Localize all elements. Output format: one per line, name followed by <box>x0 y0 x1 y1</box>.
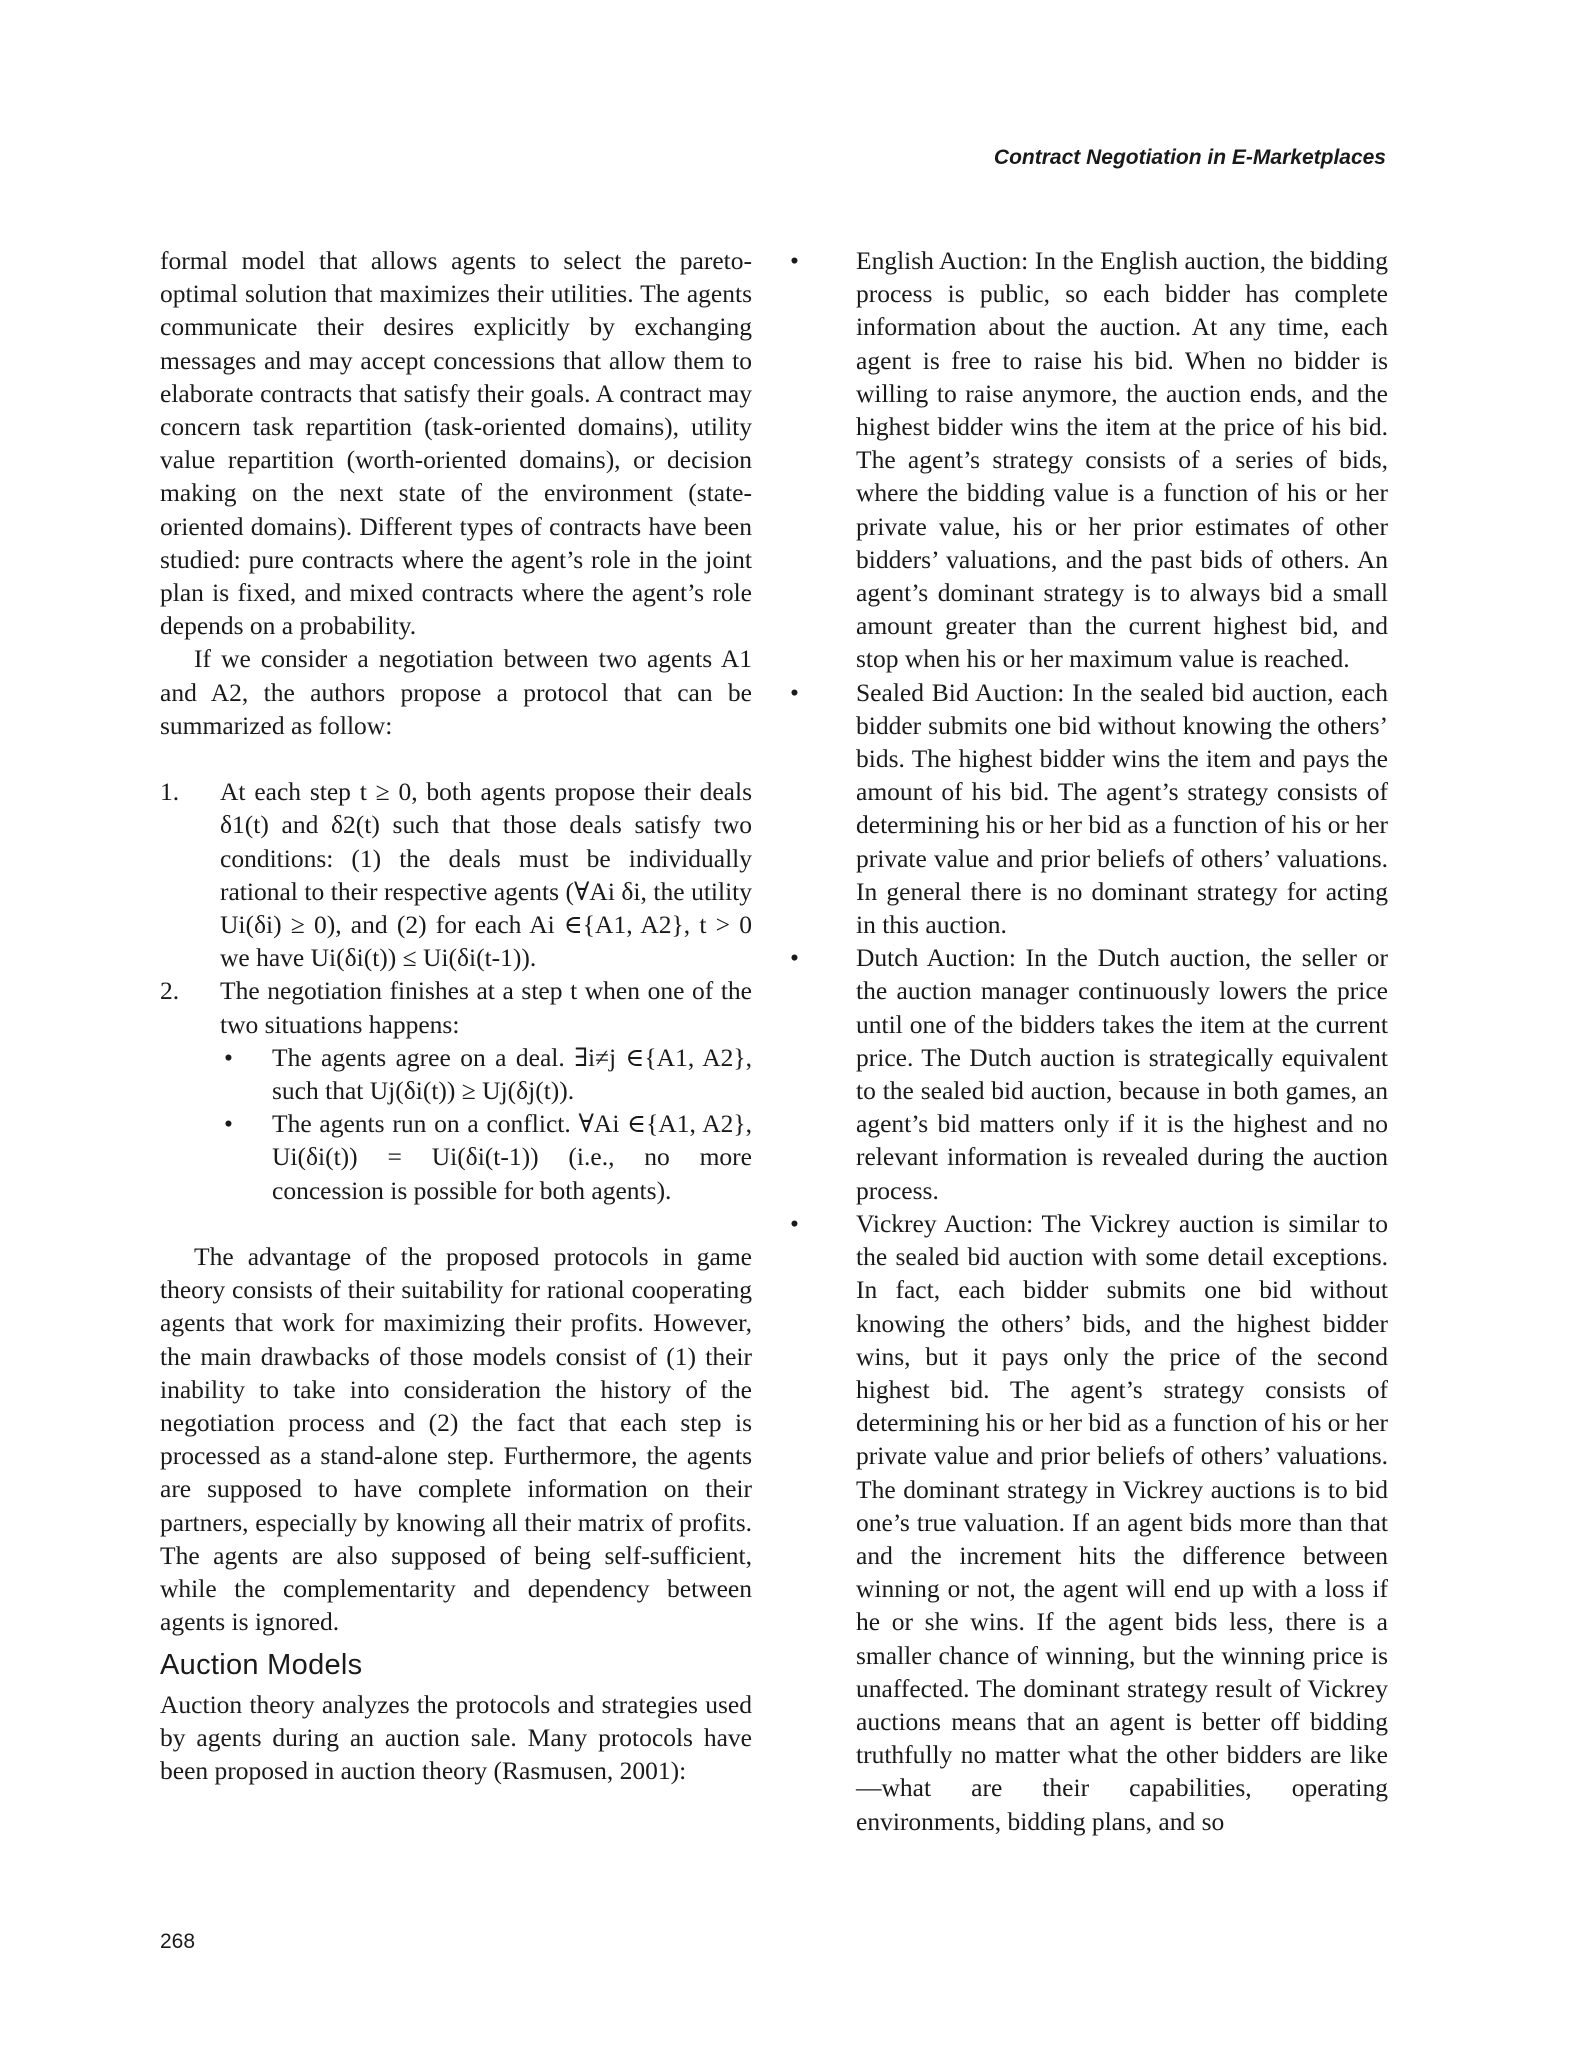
body-paragraph: formal model that allows agents to select the pareto-optimal solution that maximizes their utilities. The agents communicate their desires explicitly by exchanging messages and may accept concessions that allow them to elaborate contracts that satisfy their goals. A contract may concern task repartition (task-oriented domains), utility value repartition (worth-oriented domains), or decision making on the next state of the environment (state-oriented domains). Different types of contracts have been studied: pure contracts where the agent’s role in the joint plan is fixed, and mixed contracts where the agent’s role depends on a probability. <box>160 246 752 641</box>
step-number: 1. <box>160 777 180 807</box>
outcome-item <box>220 1041 752 1107</box>
step-text: At each step t ≥ 0, both agents propose their deals δ1(t) and δ2(t) such that those deals satisfy two conditions: (1) the deals must be individually rational to their respective agents (∀Ai δi, the utility Ui(δi) ≥ 0), and (2) for each Ai ∈{A1, A2}, t > 0 we have Ui(δi(t)) ≤ Ui(δi(t-1)). <box>220 777 752 973</box>
auction-type-item <box>792 1207 1388 1838</box>
body-paragraph: If we consider a negotiation between two agents A1 and A2, the authors propose a protocol that can be summarized as follow: <box>160 644 752 740</box>
spacer <box>160 1207 752 1240</box>
protocol-steps-list <box>160 775 752 1207</box>
step-number: 2. <box>160 976 180 1006</box>
auction-type-text: Sealed Bid Auction: In the sealed bid auction, each bidder submits one bid without knowing the others’ bids. The highest bidder wins the item and pays the amount of his bid. The agent’s strategy consists of determining his or her bid as a function of his or her private value and prior beliefs of others’ valuations. In general there is no dominant strategy for acting in this auction. <box>856 677 1388 940</box>
left-column <box>160 244 752 1787</box>
page-number: 268 <box>160 1930 196 1953</box>
auction-types-list <box>792 244 1388 1838</box>
right-column <box>792 244 1388 1838</box>
step-text: The negotiation finishes at a step t when one of the two situations happens: <box>220 976 752 1039</box>
auction-type-item <box>792 941 1388 1207</box>
section-heading: Auction Models <box>160 1648 363 1681</box>
protocol-step <box>160 974 752 1206</box>
auction-type-text: Dutch Auction: In the Dutch auction, the seller or the auction manager continuously lowers the price until one of the bidders takes the item at the current price. The Dutch auction is strategically equivalent to the sealed bid auction, because in both games, an agent’s bid matters only if it is the highest and no relevant information is revealed during the auction process. <box>856 943 1388 1205</box>
bullet-glyph: • <box>790 677 799 707</box>
bullet-glyph: • <box>790 1208 799 1238</box>
outcome-text: The agents run on a conflict. ∀Ai ∈{A1, A2}, Ui(δi(t)) = Ui(δi(t-1)) (i.e., no more concession is possible for both agents). <box>272 1109 752 1205</box>
spacer <box>160 742 752 775</box>
auction-type-text: Vickrey Auction: The Vickrey auction is similar to the sealed bid auction with some detail exceptions. In fact, each bidder submits one bid without knowing the others’ bids, and the highest bidder wins, but it pays only the price of the second highest bid. The agent’s strategy consists of determining his or her bid as a function of his or her private value and prior beliefs of others’ valuations. The dominant strategy in Vickrey auctions is to bid one’s true valuation. If an agent bids more than that and the increment hits the difference between winning or not, the agent will end up with a loss if he or she wins. If the agent bids less, there is a smaller chance of winning, but the winning price is unaffected. The dominant strategy result of Vickrey auctions means that an agent is better off bidding truthfully no matter what the other bidders are like—what are their capabilities, operating environments, bidding plans, and so <box>856 1208 1388 1836</box>
running-title: Contract Negotiation in E-Marketplaces <box>993 146 1386 169</box>
auction-type-text: English Auction: In the English auction, the bidding process is public, so each bidder has complete information about the auction. At any time, each agent is free to raise his bid. When no bidder is willing to raise anymore, the auction ends, and the highest bidder wins the item at the price of his bid. The agent’s strategy consists of a series of bids, where the bidding value is a function of his or her private value, his or her prior estimates of other bidders’ valuations, and the past bids of others. An agent’s dominant strategy is to always bid a small amount greater than the current highest bid, and stop when his or her maximum value is reached. <box>856 246 1388 674</box>
outcome-sublist <box>220 1041 752 1207</box>
outcome-text: The agents agree on a deal. ∃i≠j ∈{A1, A2}, such that Uj(δi(t)) ≥ Uj(δj(t)). <box>272 1042 752 1106</box>
body-paragraph: The advantage of the proposed protocols in game theory consists of their suitability for rational cooperating agents that work for maximizing their profits. However, the main drawbacks of those models consist of (1) their inability to take into consideration the history of the negotiation process and (2) the fact that each step is processed as a stand-alone step. Furthermore, the agents are supposed to have complete information on their partners, especially by knowing all their matrix of profits. The agents are also supposed of being self-sufficient, while the complementarity and dependency between agents is ignored. <box>160 1242 752 1637</box>
bullet-glyph: • <box>224 1109 233 1139</box>
bullet-glyph: • <box>224 1042 233 1072</box>
auction-type-item <box>792 676 1388 942</box>
bullet-glyph: • <box>790 943 799 973</box>
protocol-step <box>160 775 752 974</box>
bullet-glyph: • <box>790 246 799 275</box>
auction-type-item <box>792 244 1388 676</box>
outcome-item <box>220 1107 752 1207</box>
body-paragraph: Auction theory analyzes the protocols and strategies used by agents during an auction sale. Many protocols have been proposed in auction theory (Rasmusen, 2001): <box>160 1689 752 1786</box>
